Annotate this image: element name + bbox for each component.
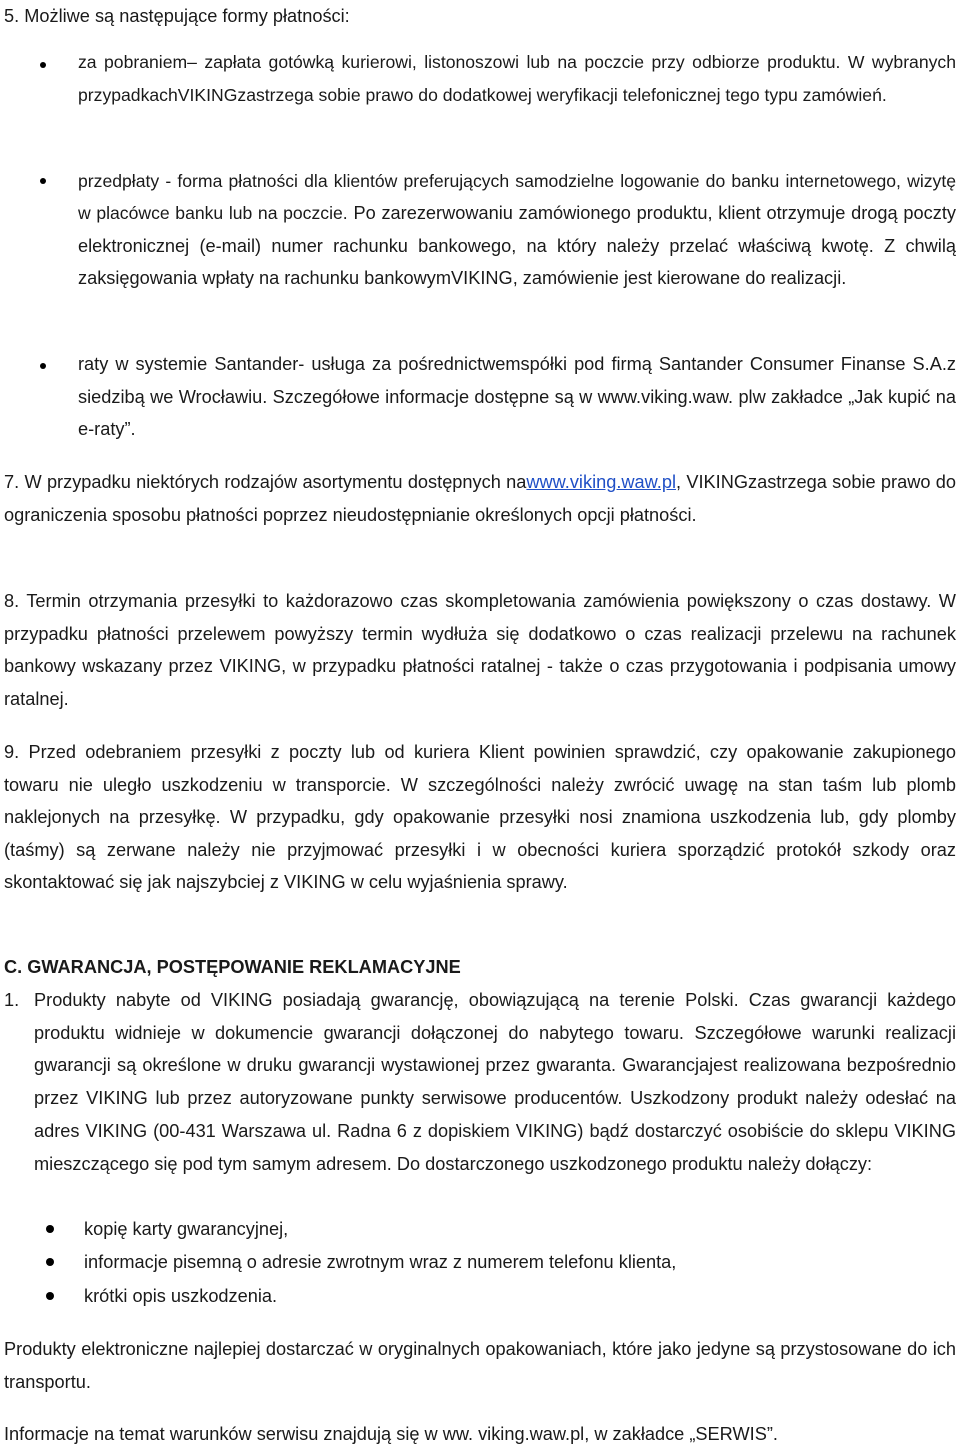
electronics-packaging-note: Produkty elektroniczne najlepiej dostarczać w oryginalnych opakowaniach, które jako jedyne są przystosowane do ich transportu.	[4, 1339, 956, 1392]
payment-option-cod: za pobraniem– zapłata gotówką kurierowi, listonoszowi lub na poczcie przy odbiorze produktu. W wybranych przypadkachVIKINGzastrzega sobie prawo do dodatkowej weryfikacji telefonicznej tego typu zamówień.	[78, 52, 956, 105]
attachment-item: krótki opis uszkodzenia.	[84, 1286, 278, 1306]
attachment-item: kopię karty gwarancyjnej,	[84, 1219, 289, 1239]
section-9-paragraph: 9. Przed odebraniem przesyłki z poczty lub od kuriera Klient powinien sprawdzić, czy opakowanie zakupionego towaru nie uległo uszkodzeniu w transporcie. W szczególności należy zwrócić uwagę na stan taśm lub plomb naklejonych na przesyłkę. W przypadku, gdy opakowanie przesyłki nosi znamiona uszkodzenia lub, gdy plomby (taśmy) są zerwane należy nie przyjmować przesyłki i w obecności kuriera sporządzić protokół szkody oraz skontaktować się jak najszybciej z VIKING w celu wyjaśnienia sprawy.	[4, 742, 956, 893]
section-8-paragraph	[4, 585, 956, 715]
payment-option-installments: raty w systemie Santander- usługa za pośrednictwemspółki pod firmą Santander Consumer Finanse S.A.z siedzibą we Wrocławiu. Szczegółowe informacje dostępne są w www.viking.waw. plw zakładce „Jak kupić na e-raty”.	[78, 354, 956, 440]
section-5-heading: 5. Możliwe są następujące formy płatności:	[4, 6, 350, 26]
payment-option-prepayment	[78, 165, 956, 295]
bullet-dot	[46, 1258, 54, 1266]
bullet-dot	[46, 1225, 54, 1233]
bullet-dot	[40, 178, 46, 184]
bullet-dot	[40, 62, 46, 68]
prepayment-details: Po zarezerwowaniu zamówionego produktu, klient otrzymuje drogą poczty elektronicznej (e-mail) numer rachunku bankowego, na który należy przelać właściwą kwotę. Z chwilą zaksięgowania wpłaty na rachunku bankowymVIKING, zamówienie jest kierowane do realizacji.	[78, 203, 956, 289]
service-info: Informacje na temat warunków serwisu znajdują się w ww. viking.waw.pl, w zakładce „SERWIS”.	[4, 1424, 778, 1444]
bullet-dot	[46, 1292, 54, 1300]
item-1-number: 1.	[4, 990, 20, 1010]
section-7-text-start: 7. W przypadku niektórych rodzajów asortymentu dostępnych na	[4, 472, 527, 492]
section-c-heading: C. GWARANCJA, POSTĘPOWANIE REKLAMACYJNE	[4, 957, 461, 977]
bullet-dot	[40, 363, 46, 369]
section-8-text: 8. Termin otrzymania przesyłki to każdorazowo czas skompletowania zamówienia powiększony o czas dostawy.	[4, 591, 932, 611]
warranty-item-1: Produkty nabyte od VIKING posiadają gwarancję, obowiązującą na terenie Polski. Czas gwarancji każdego produktu widnieje w dokumencie gwarancji dołączonej do nabytego towaru. Szczegółowe warunki realizacji gwarancji są określone w druku gwarancji wystawionej przez gwaranta. Gwarancjajest realizowana bezpośrednio przez VIKING lub przez autoryzowane punkty serwisowe producentów. Uszkodzony produkt należy odesłać na adres VIKING (00-431 Warszawa ul. Radna 6 z dopiskiem VIKING) bądź dostarczyć osobiście do sklepu VIKING mieszczącego się pod tym samym adresem. Do dostarczonego uszkodzonego produktu należy dołączy:	[34, 990, 956, 1174]
section-7-paragraph	[4, 466, 956, 532]
prepayment-intro: przedpłaty - forma płatności dla klientów preferujących samodzielne logowanie do banku internetowego, wizytę w placówce banku lub na poczcie.	[78, 171, 956, 224]
section-7-text-end: , VIKINGzastrzega sobie prawo do ograniczenia sposobu płatności poprzez nieudostępnianie określonych opcji płatności.	[4, 472, 956, 525]
viking-website-link[interactable]: www.viking.waw.pl	[526, 472, 676, 492]
section-8-text-continued: W przypadku płatności przelewem powyższy termin wydłuża się dodatkowo o czas realizacji przelewu na rachunek bankowy wskazany przez VIKING, w przypadku płatności ratalnej - także o czas przygotowania i podpisania umowy ratalnej.	[4, 591, 956, 709]
attachment-item: informacje pisemną o adresie zwrotnym wraz z numerem telefonu klienta,	[84, 1252, 677, 1272]
